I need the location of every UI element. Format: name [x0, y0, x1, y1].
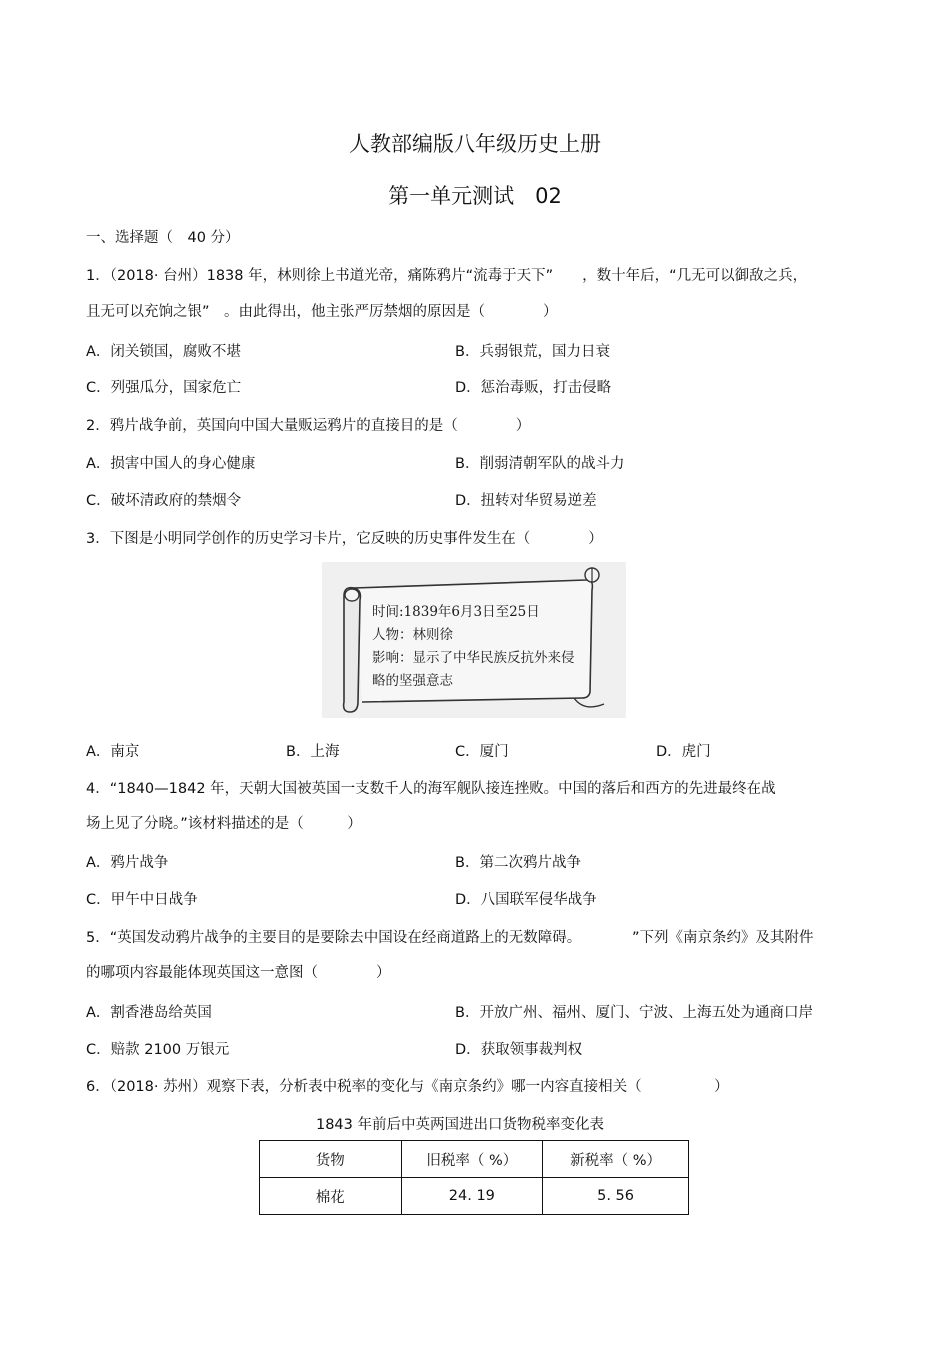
card-person: 人物：林则徐 — [372, 627, 453, 643]
table-cell: 24. 19 — [401, 1178, 543, 1215]
question-5-line2: 的哪项内容最能体现英国这一意图（ ） — [86, 965, 391, 981]
table-row — [260, 1178, 689, 1215]
question-5-option-a: A．割香港岛给英国 — [86, 1005, 212, 1021]
question-1-option-d: D．惩治毒贩，打击侵略 — [455, 380, 612, 396]
question-1-option-b: B．兵弱银荒，国力日衰 — [455, 344, 610, 360]
question-3-option-d: D．虎门 — [656, 744, 711, 760]
question-3-line1: 3．下图是小明同学创作的历史学习卡片，它反映的历史事件发生在（ ） — [86, 531, 603, 547]
scroll-illustration — [322, 562, 626, 718]
question-1-option-c: C．列强瓜分，国家危亡 — [86, 380, 242, 396]
table-cell: 5. 56 — [543, 1178, 689, 1215]
document-title: 人教部编版八年级历史上册 — [349, 132, 601, 156]
card-time: 时间:1839年6月3日至25日 — [372, 604, 540, 620]
question-2-option-b: B．削弱清朝军队的战斗力 — [455, 456, 625, 472]
question-5-option-d: D．获取领事裁判权 — [455, 1042, 583, 1058]
question-2-option-a: A．损害中国人的身心健康 — [86, 456, 256, 472]
question-4-line1: 4．“1840—1842 年，天朝大国被英国一支数千人的海军舰队接连挫败。中国的落后和西方的先进最终在战 — [86, 781, 776, 797]
question-5-option-c: C．赔款 2100 万银元 — [86, 1042, 230, 1058]
table-header-cell: 旧税率（ %） — [401, 1141, 543, 1178]
question-1-line1: 1．（2018· 台州）1838 年，林则徐上书道光帝，痛陈鸦片“流毒于天下” ，数十年后，“几无可以御敌之兵， — [86, 268, 808, 284]
table-header-cell: 新税率（ %） — [543, 1141, 689, 1178]
card-impact-line1: 影响：显示了中华民族反抗外来侵 — [372, 650, 575, 666]
table-header-cell: 货物 — [260, 1141, 402, 1178]
section-heading: 一、选择题（ 40 分） — [86, 230, 240, 246]
question-1-option-a: A．闭关锁国，腐败不堪 — [86, 344, 241, 360]
document-subtitle: 第一单元测试 02 — [388, 184, 562, 208]
question-3-option-b: B．上海 — [286, 744, 340, 760]
question-5-option-b: B．开放广州、福州、厦门、宁波、上海五处为通商口岸 — [455, 1005, 813, 1021]
card-impact-line2: 略的坚强意志 — [372, 673, 453, 689]
question-4-option-d: D．八国联军侵华战争 — [455, 892, 597, 908]
question-4-option-c: C．甲午中日战争 — [86, 892, 198, 908]
table-caption: 1843 年前后中英两国进出口货物税率变化表 — [315, 1117, 604, 1133]
table-cell: 棉花 — [260, 1178, 402, 1215]
question-2-line1: 2．鸦片战争前，英国向中国大量贩运鸦片的直接目的是（ ） — [86, 418, 531, 434]
tax-rate-table — [259, 1140, 689, 1215]
question-6-line1: 6．（2018· 苏州）观察下表，分析表中税率的变化与《南京条约》哪一内容直接相关（ ） — [86, 1079, 729, 1095]
question-4-line2: 场上见了分晓。”该材料描述的是（ ） — [86, 816, 362, 832]
question-3-option-a: A．南京 — [86, 744, 140, 760]
question-2-option-d: D．扭转对华贸易逆差 — [455, 493, 597, 509]
question-2-option-c: C．破坏清政府的禁烟令 — [86, 493, 242, 509]
question-5-line1: 5．“英国发动鸦片战争的主要目的是要除去中国设在经商道路上的无数障碍。 ”下列《南京条约》及其附件 — [86, 930, 814, 946]
table-header-row — [260, 1141, 689, 1178]
question-1-line2: 且无可以充饷之银” 。由此得出，他主张严厉禁烟的原因是（ ） — [86, 304, 558, 320]
question-3-option-c: C．厦门 — [455, 744, 509, 760]
history-study-card — [322, 562, 626, 718]
question-4-option-b: B．第二次鸦片战争 — [455, 855, 581, 871]
question-4-option-a: A．鸦片战争 — [86, 855, 169, 871]
